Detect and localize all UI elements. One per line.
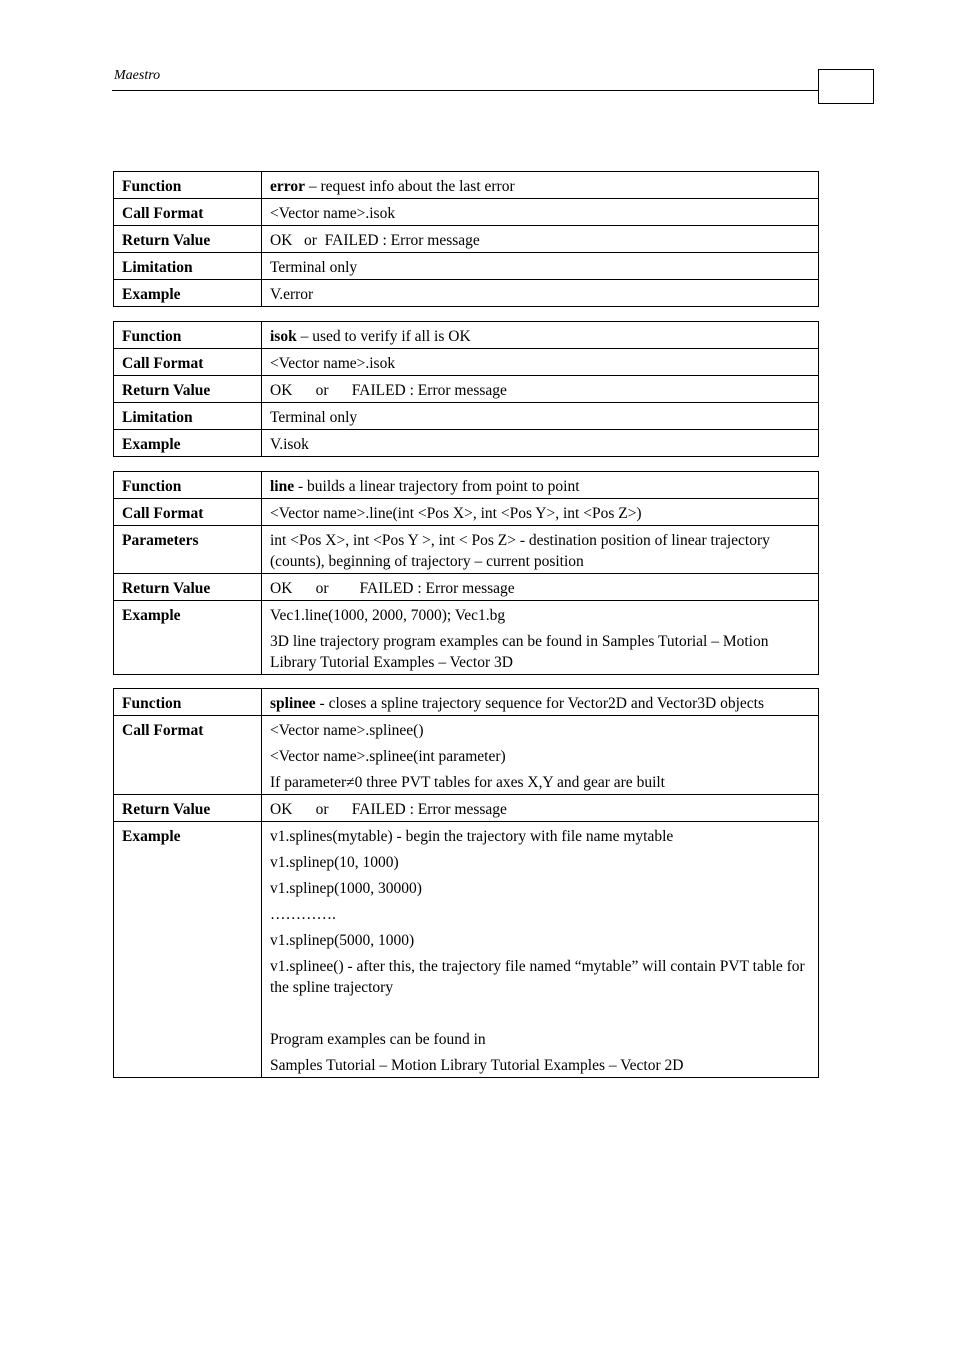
- call-format-line: <Vector name>.splinee(): [270, 722, 424, 739]
- table-row: [114, 472, 819, 499]
- row-value: Terminal only: [262, 403, 819, 430]
- table-row: [114, 689, 819, 716]
- row-value: [262, 689, 819, 716]
- row-label: Call Format: [114, 349, 262, 376]
- row-label: Example: [114, 430, 262, 457]
- row-label: Return Value: [114, 574, 262, 601]
- table-row: [114, 403, 819, 430]
- table-row: [114, 199, 819, 226]
- row-label: Call Format: [114, 199, 262, 226]
- function-table-line: [113, 471, 819, 675]
- header-title: Maestro: [114, 68, 161, 83]
- table-row: [114, 172, 819, 199]
- row-value: [262, 322, 819, 349]
- row-value: [262, 601, 819, 675]
- row-value: OK or FAILED : Error message: [262, 795, 819, 822]
- table-row: [114, 574, 819, 601]
- table-row: [114, 822, 819, 1078]
- table-row: [114, 349, 819, 376]
- row-label: Example: [114, 280, 262, 307]
- row-value: V.isok: [262, 430, 819, 457]
- row-label: Return Value: [114, 376, 262, 403]
- table-row: [114, 376, 819, 403]
- row-label: Function: [114, 322, 262, 349]
- row-label: Call Format: [114, 716, 262, 795]
- example-line: ………….: [270, 906, 336, 923]
- table-row: [114, 601, 819, 675]
- function-description: - closes a spline trajectory sequence for Vector2D and Vector3D objects: [315, 695, 764, 712]
- table-row: [114, 716, 819, 795]
- row-label: Return Value: [114, 795, 262, 822]
- table-row: [114, 253, 819, 280]
- example-line: Vec1.line(1000, 2000, 7000); Vec1.bg: [270, 607, 506, 624]
- table-row: [114, 430, 819, 457]
- function-name: error: [270, 178, 305, 195]
- example-line: Program examples can be found in: [270, 1031, 486, 1048]
- row-label: Return Value: [114, 226, 262, 253]
- row-value: OK or FAILED : Error message: [262, 226, 819, 253]
- row-value: V.error: [262, 280, 819, 307]
- row-value: <Vector name>.isok: [262, 199, 819, 226]
- function-name: isok: [270, 328, 297, 345]
- example-line: v1.splinep(1000, 30000): [270, 880, 422, 897]
- example-line: v1.splinee() - after this, the trajectory file named “mytable” will contain PVT table for the spline trajectory: [270, 958, 805, 996]
- row-value: [262, 472, 819, 499]
- function-table-isok: [113, 321, 819, 457]
- example-line: v1.splinep(5000, 1000): [270, 932, 415, 949]
- row-value: OK or FAILED : Error message: [262, 376, 819, 403]
- function-name: line: [270, 478, 295, 495]
- row-label: Function: [114, 172, 262, 199]
- row-value: <Vector name>.isok: [262, 349, 819, 376]
- function-description: – used to verify if all is OK: [296, 328, 471, 345]
- table-row: [114, 226, 819, 253]
- example-blank-line: [270, 1003, 808, 1024]
- function-name: splinee: [270, 695, 316, 712]
- function-table-error: [113, 171, 819, 307]
- row-value: [262, 172, 819, 199]
- row-value: [262, 716, 819, 795]
- table-row: [114, 322, 819, 349]
- row-label: Example: [114, 601, 262, 675]
- row-label: Function: [114, 689, 262, 716]
- function-description: - builds a linear trajectory from point to point: [294, 478, 580, 495]
- example-line: 3D line trajectory program examples can be found in Samples Tutorial – Motion Library Tutorial Examples – Vector 3D: [270, 633, 769, 671]
- call-format-line: <Vector name>.splinee(int parameter): [270, 748, 506, 765]
- table-row: [114, 795, 819, 822]
- row-label: Parameters: [114, 526, 262, 574]
- example-line: Samples Tutorial – Motion Library Tutorial Examples – Vector 2D: [270, 1057, 684, 1074]
- function-description: – request info about the last error: [305, 178, 515, 195]
- call-format-line: If parameter≠0 three PVT tables for axes X,Y and gear are built: [270, 774, 665, 791]
- page-number-box: [818, 69, 874, 104]
- table-row: [114, 280, 819, 307]
- function-table-splinee: [113, 688, 819, 1078]
- row-label: Limitation: [114, 403, 262, 430]
- row-label: Call Format: [114, 499, 262, 526]
- table-row: [114, 526, 819, 574]
- row-value: int <Pos X>, int <Pos Y >, int < Pos Z> - destination position of linear trajectory (counts), beginning of trajectory – current position: [262, 526, 819, 574]
- row-label: Limitation: [114, 253, 262, 280]
- row-label: Function: [114, 472, 262, 499]
- row-value: Terminal only: [262, 253, 819, 280]
- example-line: v1.splines(mytable) - begin the trajectory with file name mytable: [270, 828, 674, 845]
- row-value: [262, 822, 819, 1078]
- row-value: OK or FAILED : Error message: [262, 574, 819, 601]
- table-row: [114, 499, 819, 526]
- row-label: Example: [114, 822, 262, 1078]
- row-value: <Vector name>.line(int <Pos X>, int <Pos Y>, int <Pos Z>): [262, 499, 819, 526]
- example-line: v1.splinep(10, 1000): [270, 854, 399, 871]
- header-rule: [112, 90, 819, 91]
